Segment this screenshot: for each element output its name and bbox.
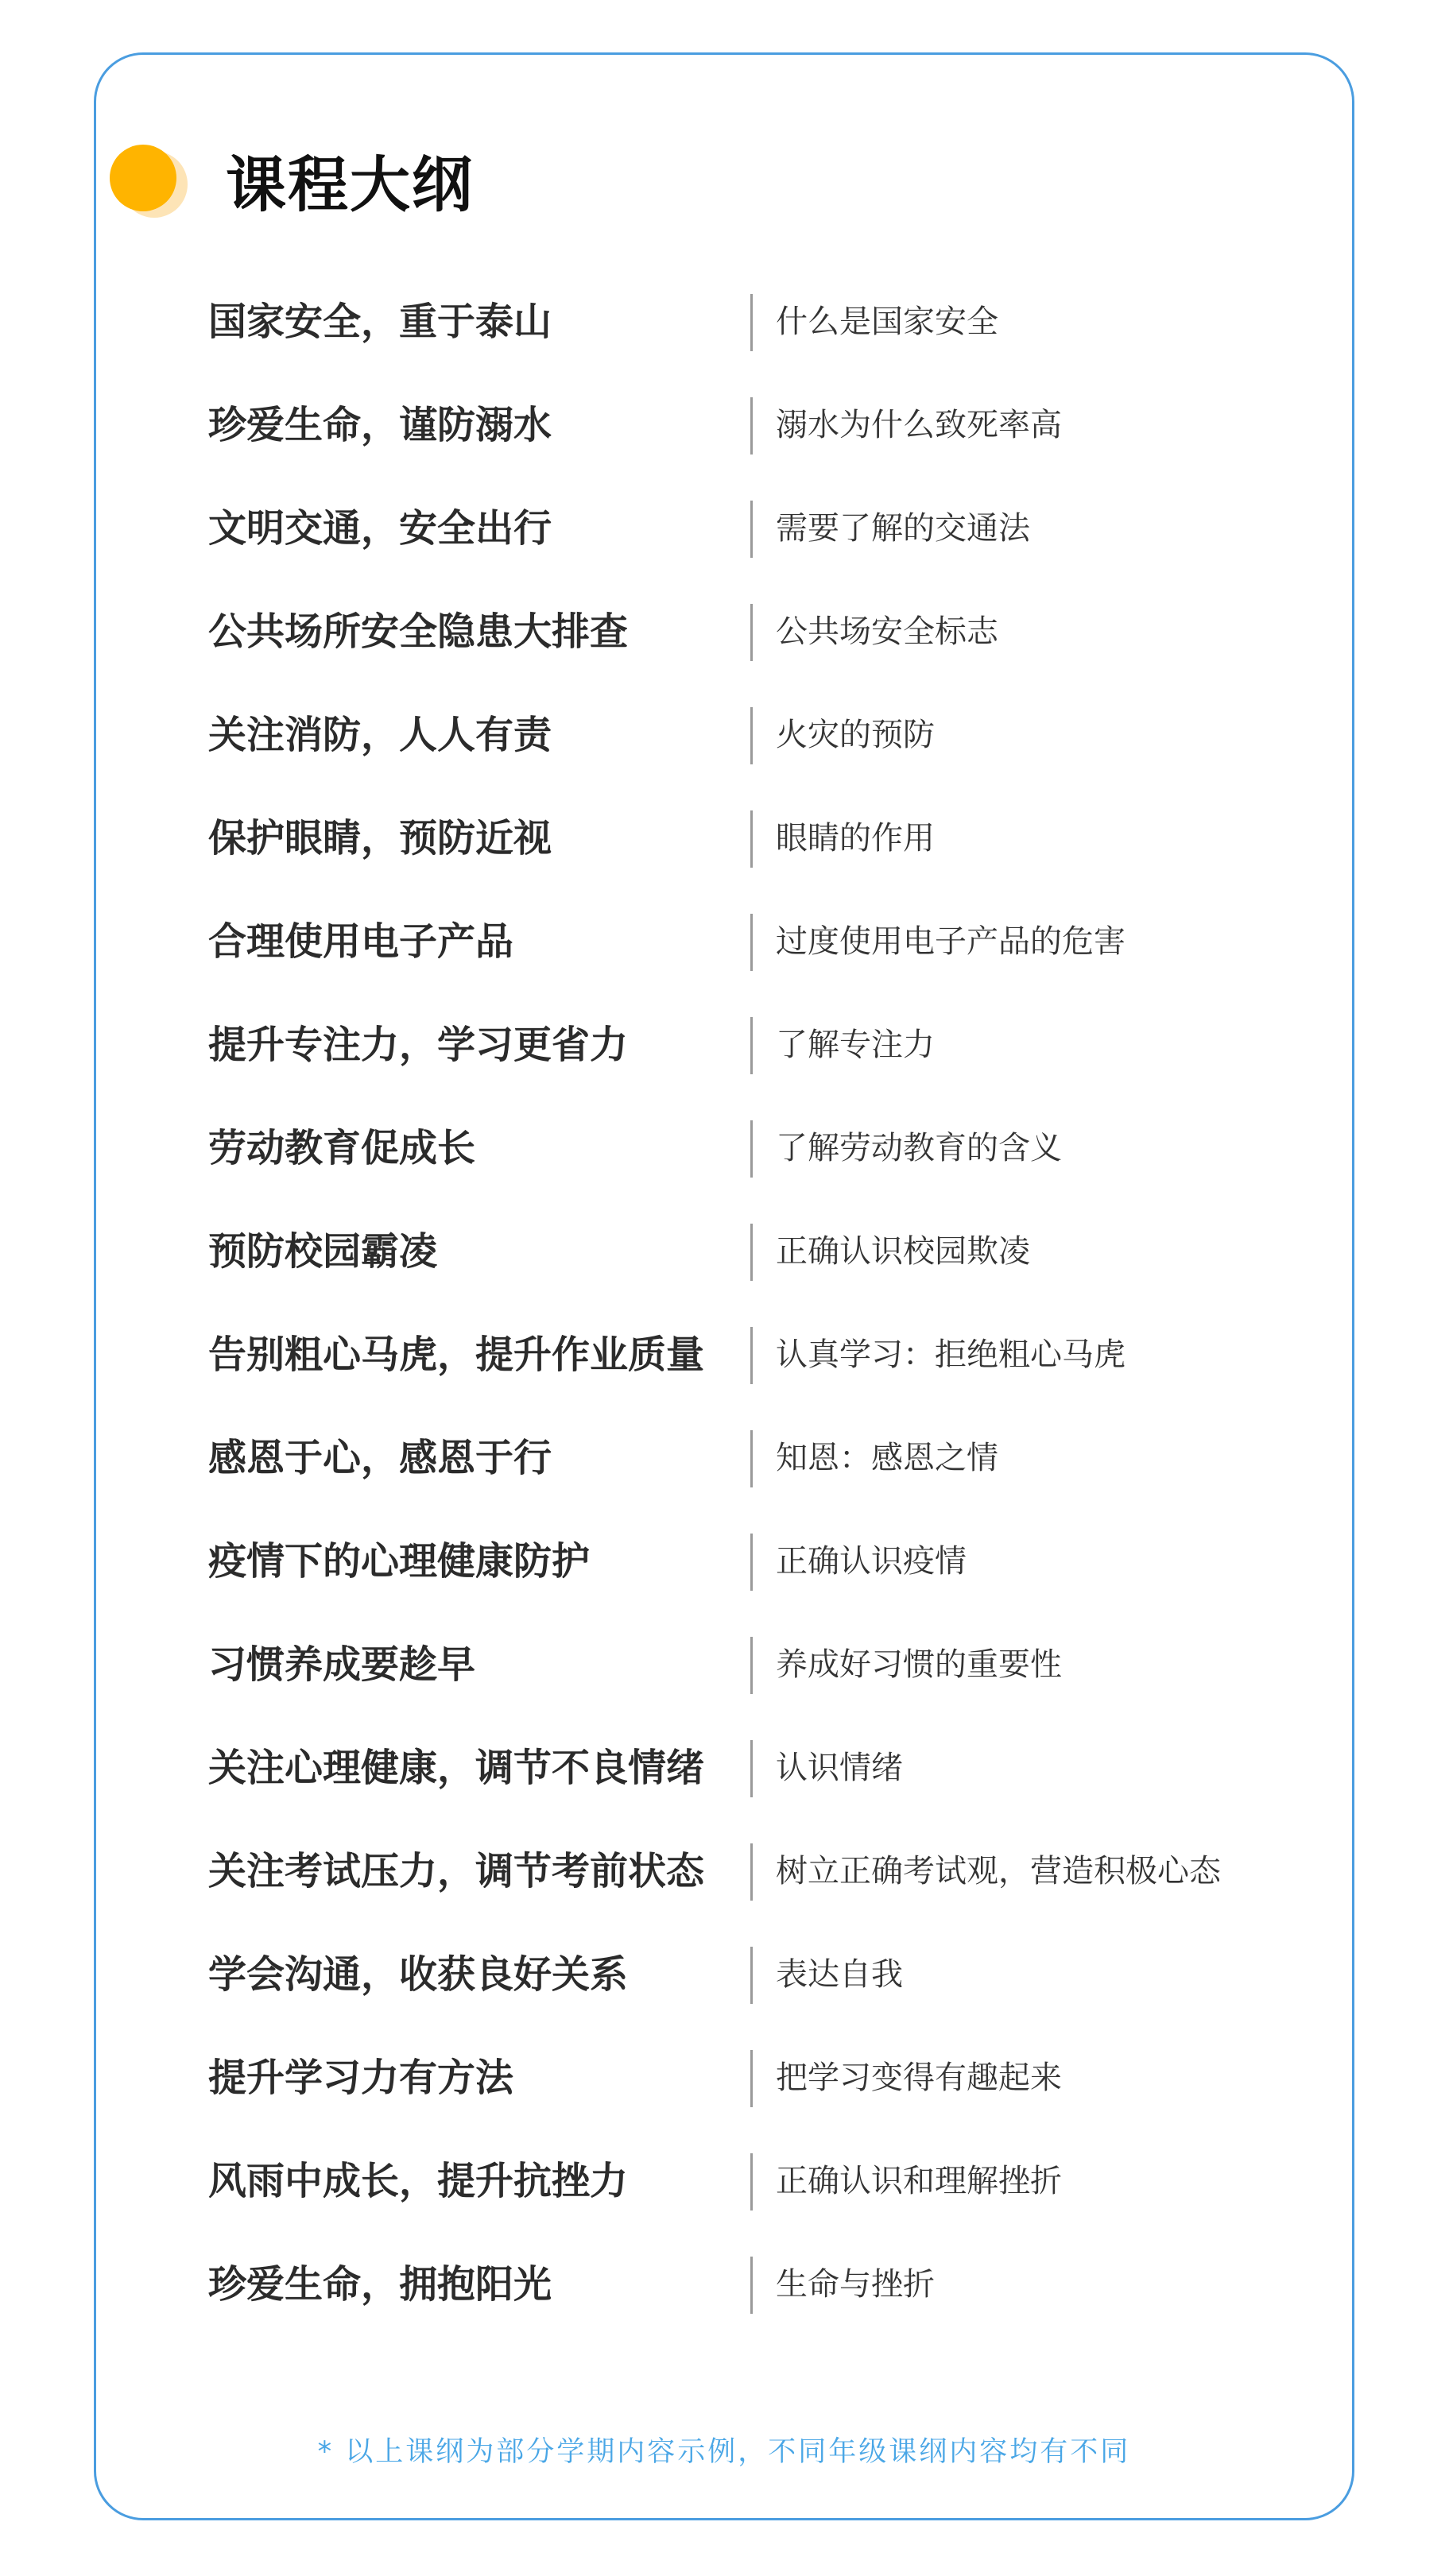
outline-subtopic: 认真学习：拒绝粗心马虎 <box>776 1336 1125 1373</box>
outline-topic: 风雨中成长，提升抗挫力 <box>208 2159 629 2203</box>
outline-row <box>208 1839 1273 1942</box>
outline-subtopic: 正确认识和理解挫折 <box>776 2163 1062 2199</box>
row-divider <box>750 501 753 558</box>
row-divider <box>750 294 753 351</box>
row-divider <box>750 1430 753 1487</box>
outline-row <box>208 289 1273 393</box>
outline-subtopic: 表达自我 <box>776 1956 903 1993</box>
outline-row <box>208 1529 1273 1632</box>
row-divider <box>750 1224 753 1281</box>
outline-topic: 合理使用电子产品 <box>208 919 514 964</box>
outline-topic: 关注消防，人人有责 <box>208 713 552 757</box>
course-outline-list <box>208 289 1273 2355</box>
outline-subtopic: 什么是国家安全 <box>776 304 998 340</box>
outline-subtopic: 过度使用电子产品的危害 <box>776 923 1125 960</box>
row-divider <box>750 1637 753 1694</box>
outline-topic: 珍爱生命，拥抱阳光 <box>208 2262 552 2307</box>
outline-row <box>208 1116 1273 1219</box>
row-divider <box>750 707 753 764</box>
outline-subtopic: 认识情绪 <box>776 1750 903 1786</box>
outline-subtopic: 溺水为什么致死率高 <box>776 407 1062 443</box>
outline-subtopic: 把学习变得有趣起来 <box>776 2060 1062 2096</box>
outline-subtopic: 了解劳动教育的含义 <box>776 1130 1062 1166</box>
outline-subtopic: 需要了解的交通法 <box>776 510 1030 547</box>
outline-row <box>208 1219 1273 1322</box>
outline-topic: 预防校园霸凌 <box>208 1229 438 1274</box>
outline-subtopic: 火灾的预防 <box>776 717 935 753</box>
row-divider <box>750 1740 753 1797</box>
outline-row <box>208 702 1273 806</box>
outline-row <box>208 1012 1273 1116</box>
outline-subtopic: 知恩：感恩之情 <box>776 1440 998 1476</box>
outline-topic: 劳动教育促成长 <box>208 1126 476 1170</box>
outline-subtopic: 正确认识疫情 <box>776 1543 967 1580</box>
outline-subtopic: 公共场安全标志 <box>776 613 998 650</box>
outline-topic: 习惯养成要趁早 <box>208 1642 476 1687</box>
outline-topic: 文明交通，安全出行 <box>208 506 552 551</box>
outline-row <box>208 1735 1273 1839</box>
row-divider <box>750 2050 753 2107</box>
outline-row <box>208 909 1273 1012</box>
outline-row <box>208 2252 1273 2355</box>
outline-row <box>208 1632 1273 1735</box>
outline-row <box>208 2149 1273 2252</box>
page-title: 课程大纲 <box>226 149 474 220</box>
row-divider <box>750 2257 753 2314</box>
outline-row <box>208 1425 1273 1529</box>
outline-topic: 提升学习力有方法 <box>208 2056 514 2100</box>
row-divider <box>750 1120 753 1178</box>
outline-row <box>208 393 1273 496</box>
outline-topic: 学会沟通，收获良好关系 <box>208 1952 629 1997</box>
outline-topic: 关注考试压力，调节考前状态 <box>208 1849 705 1893</box>
outline-row <box>208 599 1273 702</box>
outline-row <box>208 2045 1273 2149</box>
accent-dot <box>110 145 176 211</box>
row-divider <box>750 914 753 971</box>
outline-topic: 疫情下的心理健康防护 <box>208 1539 591 1584</box>
outline-subtopic: 生命与挫折 <box>776 2266 935 2303</box>
footnote: * 以上课纲为部分学期内容示例，不同年级课纲内容均有不同 <box>317 2436 1131 2468</box>
row-divider <box>750 1843 753 1901</box>
outline-row <box>208 496 1273 599</box>
outline-topic: 国家安全，重于泰山 <box>208 300 552 344</box>
row-divider <box>750 1327 753 1384</box>
outline-topic: 感恩于心，感恩于行 <box>208 1436 552 1480</box>
row-divider <box>750 810 753 868</box>
outline-row <box>208 1942 1273 2045</box>
outline-topic: 提升专注力，学习更省力 <box>208 1023 629 1067</box>
row-divider <box>750 397 753 454</box>
outline-subtopic: 了解专注力 <box>776 1027 935 1063</box>
outline-subtopic: 树立正确考试观，营造积极心态 <box>776 1853 1221 1889</box>
outline-topic: 关注心理健康，调节不良情绪 <box>208 1746 705 1790</box>
outline-subtopic: 养成好习惯的重要性 <box>776 1646 1062 1683</box>
outline-topic: 公共场所安全隐患大排查 <box>208 609 629 654</box>
row-divider <box>750 1947 753 2004</box>
row-divider <box>750 2153 753 2210</box>
row-divider <box>750 604 753 661</box>
outline-topic: 保护眼睛，预防近视 <box>208 816 552 861</box>
row-divider <box>750 1017 753 1074</box>
outline-row <box>208 1322 1273 1425</box>
outline-subtopic: 正确认识校园欺凌 <box>776 1233 1030 1270</box>
row-divider <box>750 1534 753 1591</box>
outline-topic: 告别粗心马虎，提升作业质量 <box>208 1332 705 1377</box>
section-header <box>110 141 587 245</box>
outline-subtopic: 眼睛的作用 <box>776 820 935 857</box>
outline-row <box>208 806 1273 909</box>
outline-topic: 珍爱生命，谨防溺水 <box>208 403 552 447</box>
